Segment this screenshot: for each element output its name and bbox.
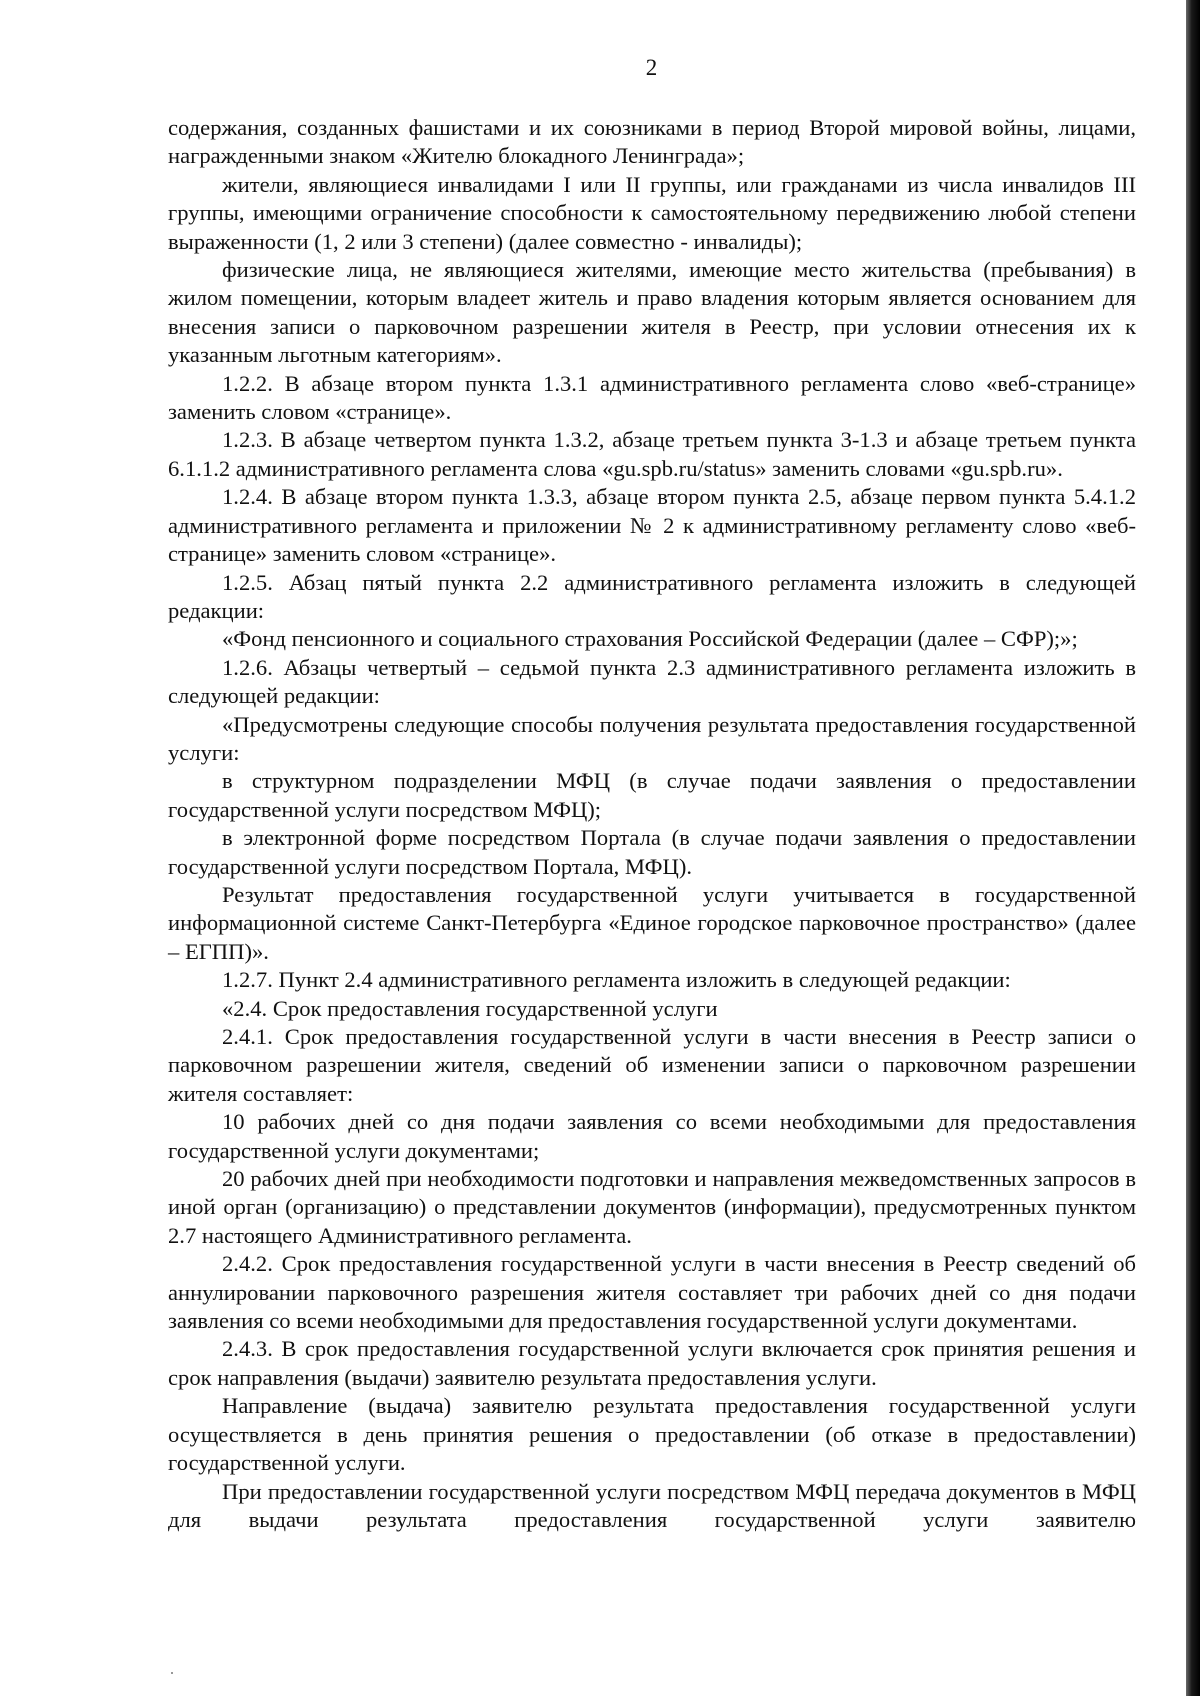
paragraph: «Фонд пенсионного и социального страхования Российской Федерации (далее – СФР);»; [222,626,1078,652]
paragraph: 2.4.3. В срок предоставления государственной услуги включается срок принятия решения и срок направления (выдачи) заявителю результата предоставления услуги. [168,1336,1136,1390]
paragraph: в электронной форме посредством Портала (в случае подачи заявления о предоставлении государственной услуги посредством Портала, МФЦ). [168,825,1136,879]
paragraph: «2.4. Срок предоставления государственной услуги [222,995,718,1021]
paragraph: При предоставлении государственной услуги посредством МФЦ передача документов в МФЦ для выдачи результата предоставления государственной услуги заявителю [168,1478,1136,1532]
paragraph: 1.2.7. Пункт 2.4 административного регламента изложить в следующей редакции: [222,967,1011,993]
scan-edge-shadow [1186,0,1200,1696]
paragraph: Результат предоставления государственной услуги учитывается в государственной информационной системе Санкт-Петербурга «Единое городское парковочное пространство» (далее – ЕГПП)». [168,881,1136,964]
page-number: 2 [645,55,658,80]
paragraph: 1.2.6. Абзацы четвертый – седьмой пункта 2.3 административного регламента изложить в следующей редакции: [168,654,1136,709]
paragraph: 1.2.3. В абзаце четвертом пункта 1.3.2, абзаце третьем пункта 3-1.3 и абзаце третьем пункта 6.1.1.2 административного регламента слова «gu.spb.ru/status» заменить словами «gu.spb.ru». [168,427,1136,481]
paragraph: 1.2.5. Абзац пятый пункта 2.2 административного регламента изложить в следующей редакции: [168,569,1136,623]
paragraph: 10 рабочих дней со дня подачи заявления со всеми необходимыми для предоставления государственной услуги документами; [168,1109,1136,1163]
paragraph: жители, являющиеся инвалидами I или II группы, или гражданами из числа инвалидов III группы, имеющими ограничение способности к самостоятельному передвижению любой степени выраженности (1, 2 или 3 степени) (далее совместно - инвалиды); [168,171,1136,254]
paragraph: в структурном подразделении МФЦ (в случае подачи заявления о предоставлении государственной услуги посредством МФЦ); [168,768,1136,822]
paragraph: 1.2.4. В абзаце втором пункта 1.3.3, абзаце втором пункта 2.5, абзаце первом пункта 5.4.1.2 административного регламента и приложении № 2 к административному регламенту слово «веб-странице» заменить словом «странице». [168,484,1136,567]
document-body [168,114,1136,1534]
paragraph: «Предусмотрены следующие способы получения результата предоставления государственной услуги: [168,711,1136,765]
paragraph: физические лица, не являющиеся жителями, имеющие место жительства (пребывания) в жилом помещении, которым владеет житель и право владения которым является основанием для внесения записи о парковочном разрешении жителя в Реестр, при условии отнесения их к указанным льготным категориям». [168,257,1136,368]
scan-speck [171,1672,173,1674]
paragraph: 2.4.1. Срок предоставления государственной услуги в части внесения в Реестр записи о парковочном разрешении жителя, сведений об изменении записи о парковочном разрешении жителя составляет: [168,1024,1136,1106]
paragraph: 20 рабочих дней при необходимости подготовки и направления межведомственных запросов в иной орган (организацию) о представлении документов (информации), предусмотренных пунктом 2.7 настоящего Административного регламента. [168,1166,1136,1248]
paragraph: содержания, созданных фашистами и их союзниками в период Второй мировой войны, лицами, награжденными знаком «Жителю блокадного Ленинграда»; [168,115,1136,169]
paragraph: Направление (выдача) заявителю результата предоставления государственной услуги осуществляется в день принятия решения о предоставлении (об отказе в предоставлении) государственной услуги. [168,1393,1136,1476]
paragraph: 1.2.2. В абзаце втором пункта 1.3.1 административного регламента слово «веб-странице» заменить словом «странице». [168,370,1136,425]
paragraph: 2.4.2. Срок предоставления государственной услуги в части внесения в Реестр сведений об аннулировании парковочного разрешения жителя составляет три рабочих дней со дня подачи заявления со всеми необходимыми для предоставления государственной услуги документами. [168,1251,1136,1334]
